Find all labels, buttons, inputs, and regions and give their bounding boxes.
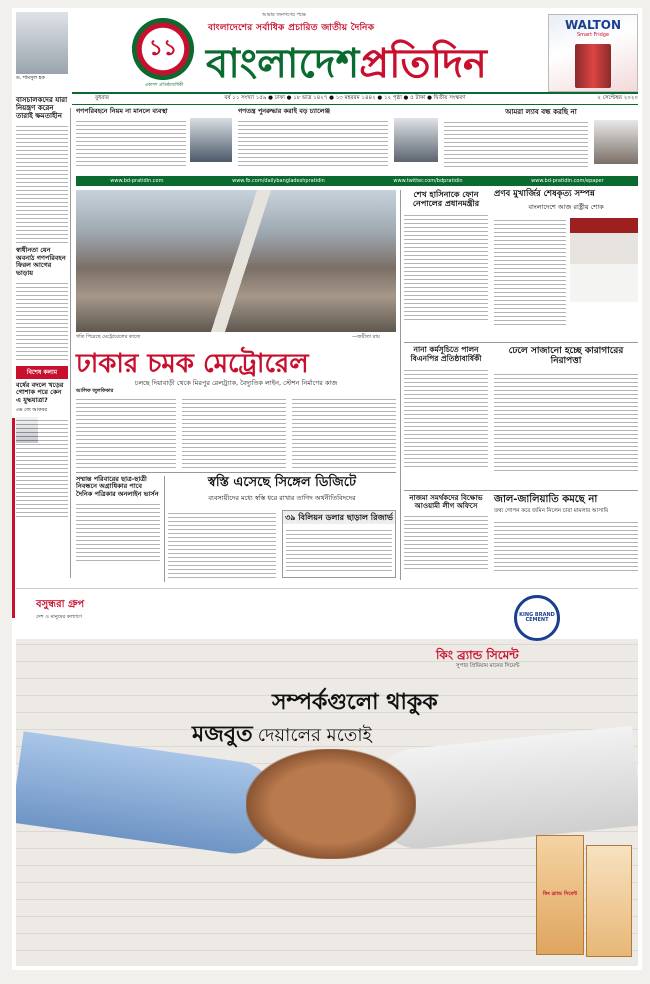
top-strip-b-photo	[394, 118, 438, 162]
najma-body	[404, 513, 488, 569]
metro-subhead: চলছে দিয়াবাড়ী থেকে মিরপুর রেলট্র্যাক, বৈদ্যুতিক লাইন, স্টেশন নির্মাণের কাজ	[134, 379, 338, 387]
walton-sub: Smart Fridge	[576, 32, 610, 38]
metro-viaduct-graphic	[183, 190, 299, 332]
top-strip-b-title: গণতন্ত্র পুনরুদ্ধার করাই বড় চ্যালেঞ্জ	[238, 107, 331, 115]
single-title: স্বস্তি এসেছে সিঙ্গেল ডিজিটে	[207, 475, 357, 490]
author-name-top: ড. শামসুল হক	[16, 75, 45, 81]
bnp-body	[404, 367, 488, 467]
left-headline-1: বাসচালকদের যারা নিয়ন্ত্রণ করেন তারাই ক্ষমতাহীন	[16, 96, 68, 121]
special-column-label: বিশেষ কলাম	[16, 366, 68, 379]
web-bar-facebook[interactable]: www.fb.com/dailybangladeshpratidin	[232, 178, 325, 184]
bnp-story	[404, 346, 488, 486]
ad-group-sub: দেশ ও মানুষের কল্যাণে	[36, 614, 82, 620]
metro-body-col2	[182, 396, 286, 468]
masthead-title-part2: প্রতিদিন	[359, 40, 487, 87]
top-strip-a-title: গণপরিবহনে নিয়ম না মানলে ব্যবস্থা	[76, 107, 168, 115]
fraud-body	[494, 519, 638, 571]
web-bar-twitter[interactable]: www.twitter.com/bdpratidin	[393, 178, 463, 184]
bnp-title: নানা কর্মসূচিতে পালন বিএনপির প্রতিষ্ঠাবার্ষিকী	[410, 345, 482, 363]
date-line-date: ২ সেপ্টেম্বর ২০২০	[597, 95, 638, 101]
ad-line2-strong: মজবুত	[192, 722, 253, 747]
date-line-info: বর্ষ ১১ সংখ্যা ১৫৯ ● ঢাকা ● ১৮ ভাদ্র ১৪২৭ ● ১৩ মহররম ১৪৪২ ● ১২ পৃষ্ঠা ● ৫ টাকা ● দ্বিতীয় সংস্করণ	[224, 95, 466, 101]
date-line	[72, 92, 638, 105]
ad-group-logo	[36, 597, 84, 622]
walton-ad	[548, 14, 638, 92]
metro-photo-credit: —জয়ীতা রায়	[352, 334, 380, 340]
najma-story	[404, 494, 488, 582]
date-line-day: বুধবার	[95, 95, 109, 101]
pranab-title: প্রণব মুখার্জির শেষকৃত্য সম্পন্ন	[494, 189, 595, 199]
top-strip-b-body	[238, 118, 388, 166]
top-strip-c-title: আমরা ল্যাব বন্ধ করছি না	[505, 108, 577, 116]
jail-title: ঢেলে সাজানো হচ্ছে কারাগারের নিরাপত্তা	[508, 346, 624, 367]
pranab-sub: বাংলাদেশে আজ রাষ্ট্রীয় শোক	[528, 202, 604, 211]
left-body-1	[16, 123, 68, 243]
najma-title: নাজমা সমর্থকদের বিক্ষোভ আওয়ামী লীগ অফিসে	[409, 494, 483, 511]
top-strip-a-photo	[190, 118, 232, 162]
author-portrait-top	[16, 12, 68, 81]
metro-byline: আলিফ জুলফিকার	[76, 388, 114, 394]
fraud-story	[494, 494, 638, 582]
single-body-1	[168, 510, 276, 578]
single-digit-story	[168, 476, 396, 582]
side-strip	[12, 418, 15, 618]
metro-photo-caption: গতি পিরেছে মেট্রোরেলের কাজে	[76, 334, 141, 340]
ad-brand-sub: সুপার প্রিমিয়াম মানের সিমেন্ট	[456, 663, 520, 669]
top-strip-c	[444, 108, 638, 174]
masthead-title-part1: বাংলাদেশ	[206, 40, 360, 87]
pranab-story	[494, 190, 638, 340]
newspaper-page	[12, 8, 642, 970]
fraud-sub: তথ্য গোপন করে জমিন নিলেন চারা মামলার আসামি	[494, 507, 609, 514]
top-strip-c-body	[444, 119, 588, 167]
fraud-title: জাল-জালিয়াতি কমছে না	[494, 494, 598, 505]
top-strip-a	[76, 108, 232, 174]
reserve-box-body	[286, 527, 392, 571]
ad-brand: কিং ব্র্যান্ড সিমেন্ট	[436, 648, 519, 662]
school-body	[76, 501, 160, 561]
left-body-2	[16, 280, 68, 360]
anniversary-number: ১১	[148, 35, 178, 61]
top-strip-b	[238, 108, 438, 174]
jail-body	[494, 371, 638, 471]
web-bar-epaper[interactable]: www.bd-pratidin.com/epaper	[531, 178, 604, 184]
pranab-photo	[570, 218, 638, 302]
masthead-tagline: বাংলাদেশের সর্বাধিক প্রচারিত জাতীয় দৈনিক	[208, 23, 375, 33]
metro-body-col1	[76, 396, 176, 468]
nepal-body	[404, 212, 488, 322]
metro-body-col3	[292, 396, 396, 468]
ad-line2-rest: দেয়ালের মতোই	[257, 725, 372, 746]
nepal-title: শেখ হাসিনাকে ফোন নেপালের প্রধানমন্ত্রীর	[412, 190, 480, 209]
top-strip-c-photo	[594, 120, 638, 164]
left-headline-4: বর্ষের বদলে খড়ের গোশাক পরে কেন এ যুদ্ধযাত্রা?	[16, 381, 64, 404]
nepal-story	[404, 190, 488, 340]
ad-handshake	[246, 749, 416, 859]
jail-story	[494, 346, 638, 486]
ad-seal	[514, 595, 560, 641]
single-sub: ব্যবসায়ীদের মধ্যে স্বস্তি ধরে রাখার তাগিদ অর্থনীতিবিদদের	[208, 493, 356, 502]
walton-fridge-graphic	[575, 44, 611, 88]
ad-cement-bag-2	[586, 845, 632, 957]
masthead-title	[206, 32, 546, 92]
metro-headline: ঢাকার চমক মেট্রোরেল	[76, 349, 309, 379]
reserve-box	[282, 510, 396, 578]
left-column	[16, 96, 68, 596]
ad-group-name: বসুন্ধরা গ্রুপ	[36, 599, 85, 610]
ad-cement-bag-1	[536, 835, 584, 955]
school-story	[76, 476, 160, 582]
reserve-box-title: ৩৯ বিলিয়ন ডলার ছাড়াল রিজার্ভ	[283, 511, 395, 524]
school-title: সম্মান্ত পরিবারের ছাত্র-ছাত্রী নিবন্ধনে অগ্রাধিকার পাবে দৈনিক পত্রিকার অনলাইন ভার্সন	[76, 475, 159, 498]
metro-photo	[76, 190, 396, 332]
ad-bag-1-label: কিং ব্র্যান্ড সিমেন্ট	[542, 891, 578, 897]
anniversary-logo	[130, 16, 196, 82]
left-body-3	[16, 417, 68, 517]
author2-name: এম জে আকবর	[16, 407, 48, 414]
web-bar-site[interactable]: www.bd-pratidin.com	[110, 178, 164, 184]
cement-ad	[16, 588, 638, 966]
pranab-body	[494, 217, 566, 327]
left-headline-3: স্বাধীনতা যেন অবনাঠ গণপরিবহন ফিরল আগের ভাড়ায়	[16, 246, 66, 277]
anniversary-caption: একাদশ প্রতিষ্ঠাবার্ষিকী	[144, 83, 184, 88]
ad-line1: সম্পর্কগুলো থাকুক	[272, 690, 438, 715]
ad-seal-text: KING BRAND CEMENT	[519, 611, 555, 623]
top-strip-a-body	[76, 118, 186, 166]
web-bar	[76, 176, 638, 186]
walton-brand: WALTON	[564, 18, 622, 32]
masthead-small-top: আমার জনগণের পক্ষে	[262, 12, 306, 18]
